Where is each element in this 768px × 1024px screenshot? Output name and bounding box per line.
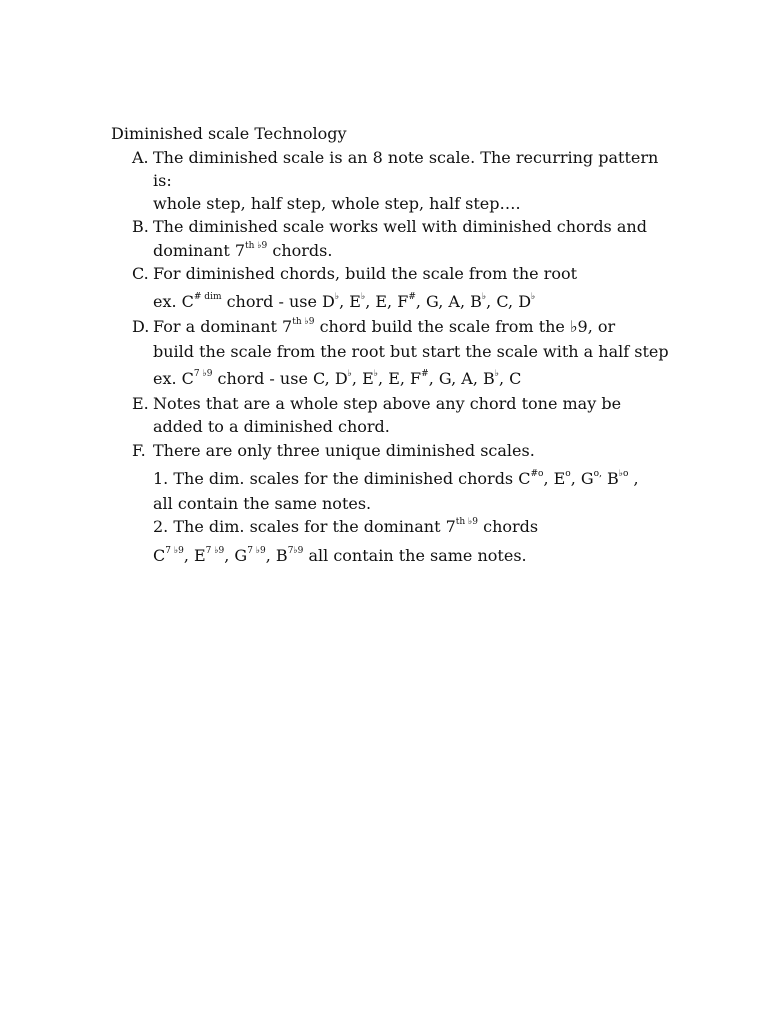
superscript: 7 ♭9 xyxy=(165,545,184,556)
text-run: 2. The dim. scales for the dominant 7 xyxy=(153,517,456,536)
text-run: chord - use C, D xyxy=(212,369,348,388)
text-run: B xyxy=(601,469,619,488)
text-run: , E xyxy=(351,369,374,388)
text-run: all contain the same notes. xyxy=(153,494,372,513)
superscript: ♭ xyxy=(494,368,499,379)
text-run: The diminished scale works well with diminished chords and xyxy=(153,217,647,236)
text-run: C xyxy=(153,546,166,565)
item-line xyxy=(153,494,371,514)
item-line xyxy=(153,194,521,214)
text-run: , C, D xyxy=(486,292,532,311)
superscript: 7♭9 xyxy=(287,545,304,556)
text-run: , E xyxy=(543,469,566,488)
text-run: There are only three unique diminished scales. xyxy=(153,441,535,460)
text-run: , E xyxy=(183,546,206,565)
text-run: whole step, half step, whole step, half step…. xyxy=(153,194,521,213)
item-line xyxy=(153,441,535,461)
text-run: build the scale from the root but start the scale with a half step xyxy=(153,342,669,361)
document-title: Diminished scale Technology xyxy=(111,124,347,143)
item-marker: E. xyxy=(132,394,149,413)
text-run: For diminished chords, build the scale from the root xyxy=(153,264,578,283)
item-line xyxy=(153,171,172,191)
text-run: , G, A, B xyxy=(415,292,482,311)
superscript: ♭ xyxy=(373,368,379,379)
text-run: , E, F xyxy=(365,292,409,311)
superscript: ♭o xyxy=(618,468,629,479)
text-run: dominant 7 xyxy=(153,241,246,260)
superscript: th ♭9 xyxy=(292,316,315,327)
superscript: # dim xyxy=(193,291,222,302)
text-run: ex. C xyxy=(153,292,194,311)
text-run: chords xyxy=(478,517,539,536)
item-line xyxy=(153,546,527,566)
text-run: , xyxy=(628,469,639,488)
item-line xyxy=(153,241,332,261)
text-run: all contain the same notes. xyxy=(303,546,527,565)
superscript: o, xyxy=(593,468,602,479)
text-run: , B xyxy=(265,546,288,565)
text-run: For a dominant 7 xyxy=(153,317,293,336)
item-marker: D. xyxy=(132,317,150,336)
text-run: , G, A, B xyxy=(428,369,495,388)
superscript: # xyxy=(421,368,429,379)
item-line xyxy=(153,264,577,284)
item-line xyxy=(153,469,639,489)
text-run: , C xyxy=(499,369,522,388)
superscript: o xyxy=(565,468,571,479)
text-run: is: xyxy=(153,171,172,190)
item-marker: B. xyxy=(132,217,149,236)
item-marker: A. xyxy=(132,148,149,167)
text-run: , G xyxy=(570,469,594,488)
text-run: , E, F xyxy=(378,369,422,388)
superscript: th ♭9 xyxy=(245,240,268,251)
item-line xyxy=(153,292,535,312)
item-line xyxy=(153,148,658,168)
item-marker: F. xyxy=(132,441,146,460)
superscript: #o xyxy=(530,468,544,479)
item-line xyxy=(153,217,647,237)
item-line xyxy=(153,417,390,437)
text-run: chords. xyxy=(267,241,333,260)
superscript: ♭ xyxy=(347,368,352,379)
text-run: Notes that are a whole step above any chord tone may be xyxy=(153,394,622,413)
text-run: The diminished scale is an 8 note scale. The recurring pattern xyxy=(153,148,659,167)
item-line xyxy=(153,369,521,389)
superscript: 7 ♭9 xyxy=(247,545,266,556)
text-run: , G xyxy=(224,546,248,565)
text-run: added to a diminished chord. xyxy=(153,417,390,436)
item-line xyxy=(153,342,669,362)
item-line xyxy=(153,317,615,337)
item-marker: C. xyxy=(132,264,149,283)
text-run: chord build the scale from the ♭9, or xyxy=(314,317,616,336)
text-run: 1. The dim. scales for the diminished chords C xyxy=(153,469,531,488)
text-run: chord - use D xyxy=(221,292,335,311)
superscript: 7 ♭9 xyxy=(205,545,225,556)
superscript: ♭ xyxy=(334,291,340,302)
superscript: 7 ♭9 xyxy=(193,368,213,379)
text-run: , E xyxy=(339,292,361,311)
superscript: ♭ xyxy=(360,291,366,302)
item-line xyxy=(153,394,621,414)
superscript: ♭ xyxy=(481,291,487,302)
superscript: # xyxy=(408,291,416,302)
superscript: ♭ xyxy=(531,291,536,302)
text-run: ex. C xyxy=(153,369,194,388)
superscript: th ♭9 xyxy=(455,516,479,527)
item-line xyxy=(153,517,538,537)
